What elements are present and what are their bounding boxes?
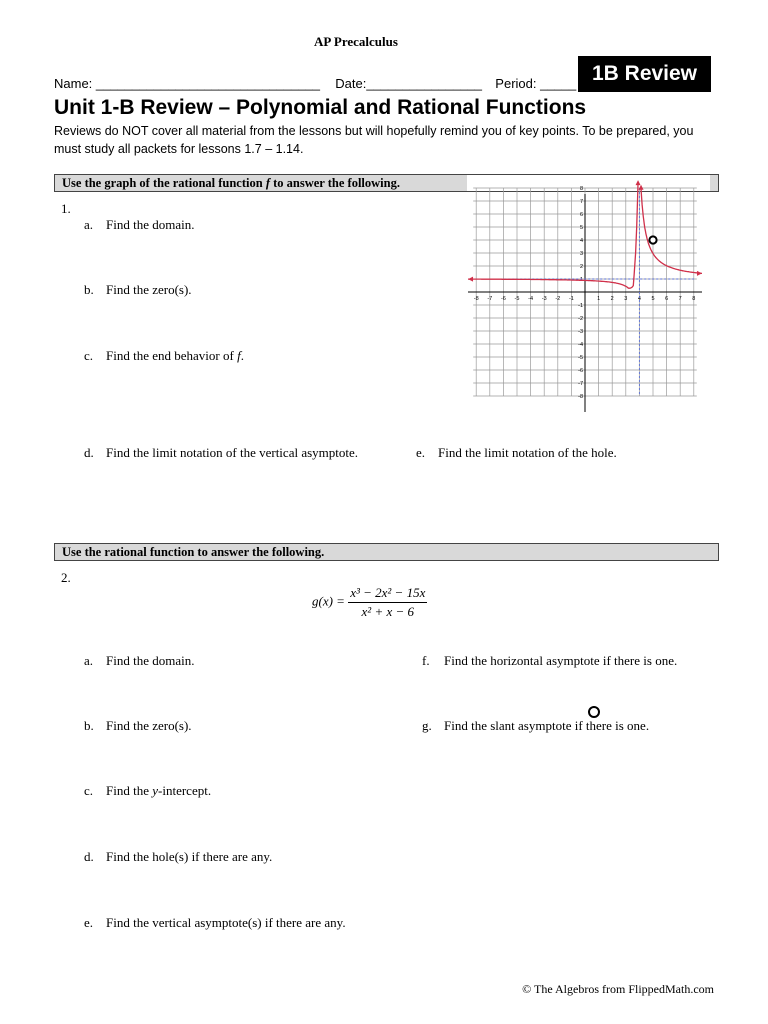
y-tick-label: 2 xyxy=(579,264,583,270)
q2-item-e-label: e. xyxy=(84,915,94,930)
x-tick-label: -3 xyxy=(541,296,547,302)
q2-item-b-label: b. xyxy=(84,718,94,733)
y-tick-label: -5 xyxy=(578,355,583,361)
function-denominator: x² + x − 6 xyxy=(361,604,415,619)
q2-item-g-label: g. xyxy=(422,718,432,733)
x-tick-label: -5 xyxy=(514,296,520,302)
q2-item-d xyxy=(84,849,272,865)
q2-item-e-text: Find the vertical asymptote(s) if there are any. xyxy=(106,915,346,930)
x-tick-label: 6 xyxy=(665,296,669,302)
q2-item-c xyxy=(84,783,211,799)
q1-item-d xyxy=(84,445,358,461)
q2-item-b-text: Find the zero(s). xyxy=(106,718,192,733)
name-field-label: Name: _______________________________ xyxy=(54,76,321,91)
question-2-number: 2. xyxy=(61,570,71,585)
q2-item-g-text: Find the slant asymptote if there is one. xyxy=(444,718,650,733)
q1-item-a-text: Find the domain. xyxy=(106,217,195,232)
q2-item-g xyxy=(422,718,649,734)
x-tick-label: 3 xyxy=(624,296,628,302)
x-tick-label: -7 xyxy=(487,296,493,302)
y-tick-label: 8 xyxy=(579,186,583,192)
x-tick-label: 5 xyxy=(651,296,655,302)
q2-item-f-label: f. xyxy=(422,653,430,668)
q2-item-e xyxy=(84,915,346,931)
q1-item-b xyxy=(84,282,192,298)
right-branch-curve xyxy=(641,189,702,274)
q2-item-c-var: y xyxy=(152,783,159,798)
y-tick-label: -4 xyxy=(578,342,583,348)
q2-item-c-label: c. xyxy=(84,783,94,798)
q2-item-f xyxy=(422,653,677,669)
section-1-instruction-bar xyxy=(54,174,719,192)
x-tick-label: 4 xyxy=(637,296,641,302)
x-tick-label: -2 xyxy=(555,296,561,302)
q1-item-c-text: Find the end behavior of xyxy=(106,348,238,363)
stray-open-circle-mark xyxy=(588,706,600,718)
y-tick-label: -8 xyxy=(578,394,583,400)
y-tick-label: 1 xyxy=(579,277,583,283)
y-tick-label: -1 xyxy=(578,303,583,309)
function-numerator: x³ − 2x² − 15x xyxy=(348,584,427,603)
course-title: AP Precalculus xyxy=(314,34,398,49)
y-tick-label: -2 xyxy=(578,316,583,322)
q1-item-e xyxy=(416,445,617,461)
q2-item-a-text: Find the domain. xyxy=(106,653,195,668)
section-1-instruction-post: to answer the following. xyxy=(270,176,400,190)
period-field-label: Period: _____ xyxy=(495,76,577,91)
section-2-instruction-bar xyxy=(54,543,719,561)
x-tick-label: -1 xyxy=(568,296,574,302)
q1-item-d-text: Find the limit notation of the vertical asymptote. xyxy=(106,445,359,460)
x-tick-label: 1 xyxy=(597,296,601,302)
q1-item-c xyxy=(84,348,244,364)
q2-item-a xyxy=(84,653,194,669)
y-tick-label: 4 xyxy=(579,238,583,244)
q2-item-d-text: Find the hole(s) if there are any. xyxy=(106,849,273,864)
y-tick-label: 6 xyxy=(579,212,583,218)
q1-item-d-label: d. xyxy=(84,445,94,460)
q1-item-b-text: Find the zero(s). xyxy=(106,282,192,297)
q2-item-c-text: Find the xyxy=(106,783,153,798)
y-tick-label: -6 xyxy=(578,368,583,374)
intro-text: Reviews do NOT cover all material from the lessons but will hopefully remind you of key points. To be prepared, you must study all packets for lessons 1.7 – 1.14. xyxy=(54,124,694,156)
q2-item-f-text: Find the horizontal asymptote if there is one. xyxy=(444,653,678,668)
hole-open-circle xyxy=(649,236,656,243)
q1-item-e-text: Find the limit notation of the hole. xyxy=(438,445,617,460)
q1-item-c-label: c. xyxy=(84,348,94,363)
function-formula xyxy=(312,584,427,621)
x-tick-label: 8 xyxy=(692,296,696,302)
q2-item-c-suffix: -intercept. xyxy=(158,783,212,798)
graph-holes xyxy=(649,236,656,243)
section-2-instruction: Use the rational function to answer the following. xyxy=(62,545,325,559)
y-tick-label: 3 xyxy=(579,251,583,257)
page-title: Unit 1-B Review – Polynomial and Rational Functions xyxy=(54,96,587,119)
review-badge: 1B Review xyxy=(578,56,711,92)
x-tick-label: -6 xyxy=(500,296,506,302)
x-tick-label: -8 xyxy=(473,296,479,302)
y-tick-label: -3 xyxy=(578,329,583,335)
q2-item-a-label: a. xyxy=(84,653,94,668)
q1-item-b-label: b. xyxy=(84,282,94,297)
q1-item-c-suffix: . xyxy=(240,348,244,363)
q1-item-c-var: f xyxy=(237,348,241,363)
student-info-row xyxy=(54,76,576,91)
function-lhs: g(x) = xyxy=(312,593,345,609)
question-1-number: 1. xyxy=(61,201,71,216)
q1-item-e-label: e. xyxy=(416,445,426,460)
x-tick-label: 2 xyxy=(610,296,614,302)
x-tick-label: 7 xyxy=(678,296,682,302)
q2-item-d-label: d. xyxy=(84,849,94,864)
copyright-footer: © The Algebros from FlippedMath.com xyxy=(522,982,714,996)
right-arrowhead xyxy=(697,271,702,276)
q1-item-a-label: a. xyxy=(84,217,94,232)
section-1-instruction-pre: Use the graph of the rational function xyxy=(62,176,266,190)
rational-function-graph xyxy=(466,186,704,414)
q1-item-a xyxy=(84,217,194,233)
q2-item-b xyxy=(84,718,192,734)
section-1-instruction-var: f xyxy=(265,176,270,190)
y-tick-label: 5 xyxy=(579,225,583,231)
function-fraction xyxy=(348,584,427,621)
y-tick-label: 7 xyxy=(579,199,583,205)
x-tick-label: -4 xyxy=(528,296,534,302)
left-arrowhead xyxy=(468,277,473,282)
date-field-label: Date:________________ xyxy=(335,76,483,91)
y-tick-label: -7 xyxy=(578,381,583,387)
